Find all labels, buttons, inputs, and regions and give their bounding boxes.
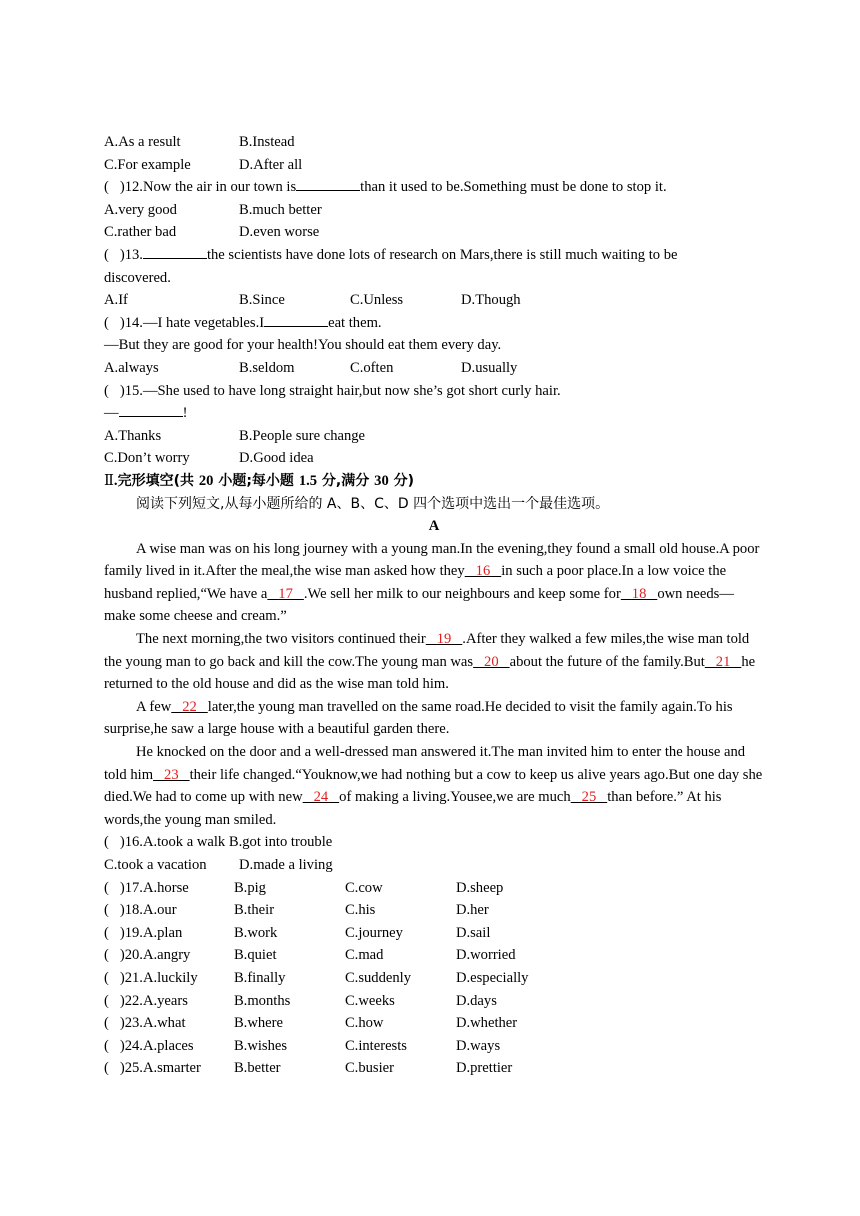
answer-paren: ( <box>104 179 109 196</box>
passage-paragraph-2 <box>104 628 764 696</box>
q16-option-c: C.took a vacation <box>104 857 207 873</box>
answer-paren: ( <box>104 902 109 919</box>
option-c: C.journey <box>344 924 403 941</box>
q12-text-pre: Now the air in our town is <box>142 179 297 196</box>
q16-option-b: B.got into trouble <box>228 834 333 851</box>
option-d: D.whether <box>455 1015 518 1032</box>
q15-stem <box>104 380 764 403</box>
section-title-part: 分,满分 <box>317 472 375 489</box>
q12-options-row-2 <box>104 221 764 244</box>
question-number: )20. <box>119 947 143 964</box>
question-row <box>104 1035 764 1058</box>
blank-number-23: 23 <box>164 766 179 783</box>
q13-option-c: C.Unless <box>350 292 404 309</box>
exclamation: ! <box>182 405 188 422</box>
passage-text: .We sell her milk to our neighbours and keep some for <box>303 585 621 602</box>
question-number: )22. <box>119 992 143 1009</box>
q15-option-c: C.Don’t worry <box>104 450 190 467</box>
question-number: )14. <box>119 314 143 331</box>
option-b: B.months <box>233 992 291 1009</box>
option-b: B.their <box>233 902 275 919</box>
option-c: C.cow <box>344 879 383 896</box>
passage-paragraph-3 <box>104 696 764 741</box>
option-c: C.interests <box>344 1037 407 1054</box>
question-row <box>104 899 764 922</box>
question-number: )21. <box>119 969 143 986</box>
option-a: A.horse <box>142 879 189 896</box>
blank-number-18: 18 <box>631 585 647 602</box>
question-row <box>104 922 764 945</box>
option-d: D.sail <box>455 924 491 941</box>
option-a: A.what <box>142 1015 186 1032</box>
q14-text-pre: —I hate vegetables.I <box>142 314 265 331</box>
answer-paren: ( <box>104 947 109 964</box>
blank-number-24: 24 <box>313 789 329 806</box>
option-c: C.how <box>344 1015 384 1032</box>
question-number: )16. <box>119 834 143 851</box>
question-number: )18. <box>119 902 143 919</box>
question-number: )12. <box>119 179 143 196</box>
q12-option-d: D.even worse <box>239 224 320 241</box>
q14-option-c: C.often <box>350 359 394 376</box>
q15-options-row-2 <box>104 447 764 470</box>
blank-number-20: 20 <box>484 653 499 670</box>
q12-options-row-1 <box>104 199 764 222</box>
section-title-part: 小题;每小题 <box>213 472 299 489</box>
q15-option-b: B.People sure change <box>239 427 366 444</box>
q11-option-d: D.After all <box>239 156 303 173</box>
question-row <box>104 1057 764 1080</box>
section-heading <box>104 470 764 493</box>
question-row <box>104 944 764 967</box>
q15-response <box>104 402 764 425</box>
q13-text: the scientists have done lots of research on Mars,there is still much waiting to be <box>206 246 678 263</box>
answer-paren: ( <box>104 992 109 1009</box>
option-a: A.angry <box>142 947 191 964</box>
option-b: B.work <box>233 924 278 941</box>
option-b: B.where <box>233 1015 283 1032</box>
option-a: A.places <box>142 1037 194 1054</box>
option-b: B.pig <box>233 879 266 896</box>
answer-paren: ( <box>104 969 109 986</box>
answer-paren: ( <box>104 879 109 896</box>
answer-blank <box>143 244 207 259</box>
option-rows <box>104 877 764 1080</box>
q14-options <box>104 357 764 380</box>
passage-text: of making a living.Yousee,we are much <box>339 789 571 806</box>
option-c: C.suddenly <box>344 969 412 986</box>
q12-text-post: than it used to be.Something must be done to stop it. <box>360 179 667 196</box>
q12-stem <box>104 176 764 199</box>
answer-paren: ( <box>104 1037 109 1054</box>
answer-paren: ( <box>104 1015 109 1032</box>
option-b: B.quiet <box>233 947 277 964</box>
passage-paragraph-4 <box>104 741 764 831</box>
question-row <box>104 990 764 1013</box>
option-c: C.busier <box>344 1060 394 1077</box>
question-row <box>104 1012 764 1035</box>
blank-number-25: 25 <box>581 789 597 806</box>
q14-option-a: A.always <box>104 359 159 376</box>
worksheet <box>104 131 764 1080</box>
blank-number-21: 21 <box>715 653 731 670</box>
answer-blank <box>264 312 328 327</box>
question-number: )19. <box>119 924 143 941</box>
option-c: C.his <box>344 902 376 919</box>
q11-options-row-2 <box>104 154 764 177</box>
q13-option-b: B.Since <box>239 292 285 309</box>
option-d: D.ways <box>455 1037 501 1054</box>
passage-text: he returned to the old house and did as the wise man told him. <box>104 653 756 693</box>
passage-text: later,the young man travelled on the same road.He decided to visit the family again.To his surprise,he saw a large house with a beautiful garden there. <box>104 698 733 738</box>
section-count: 20 <box>198 472 214 489</box>
passage-text: about the future of the family.But <box>509 653 705 670</box>
section-roman-numeral: Ⅱ <box>104 472 114 489</box>
passage-text: in such a poor place.In a low voice the husband replied,“We have a <box>104 563 727 602</box>
q14-stem <box>104 312 764 335</box>
passage-text: than before.” At his words,the young man smiled. <box>104 789 722 828</box>
answer-paren: ( <box>104 382 109 399</box>
blank-number-22: 22 <box>182 698 197 715</box>
q16-option-d: D.made a living <box>239 857 333 873</box>
passage-text: their life changed.“Youknow,we had nothing but a cow to keep us alive years ago.But one day she died.We had to come up with new <box>104 766 763 806</box>
section-dot: . <box>113 472 118 489</box>
blank-number-19: 19 <box>436 631 452 648</box>
section-instruction: 阅读下列短文,从每小题所给的 A、B、C、D 四个选项中选出一个最佳选项。 <box>136 495 610 512</box>
q13-options <box>104 289 764 312</box>
q13-stem <box>104 244 764 267</box>
option-d: D.worried <box>455 947 516 964</box>
q15-option-a: A.Thanks <box>104 427 162 444</box>
dash: — <box>104 405 119 422</box>
q14-option-b: B.seldom <box>239 359 295 376</box>
q12-option-c: C.rather bad <box>104 224 177 241</box>
passage-paragraph-1 <box>104 538 764 628</box>
answer-paren: ( <box>104 314 109 331</box>
q15-text: —She used to have long straight hair,but now she’s got short curly hair. <box>142 382 561 399</box>
q12-option-a: A.very good <box>104 201 177 218</box>
q11-option-a: A.As a result <box>104 134 181 150</box>
q14-option-d: D.usually <box>461 359 518 376</box>
passage-text: .After they walked a few miles,the wise man told the young man to go back and kill the cow.The young man was <box>104 631 750 670</box>
q16-option-a: A.took a walk <box>142 834 226 851</box>
section-total: 30 <box>374 472 389 489</box>
option-a: A.our <box>142 902 177 919</box>
option-a: A.plan <box>142 924 183 941</box>
q14-text-post: eat them. <box>328 314 382 331</box>
passage-text: A wise man was on his long journey with a young man.In the evening,they found a small old house.A poor family lived in it.After the meal,the wise man asked how they <box>104 540 760 580</box>
q13-text-cont: discovered. <box>104 269 171 286</box>
q13-option-d: D.Though <box>461 292 521 309</box>
question-row <box>104 967 764 990</box>
question-number: )17. <box>119 879 143 896</box>
option-d: D.her <box>455 902 489 919</box>
option-d: D.prettier <box>455 1060 513 1077</box>
option-b: B.finally <box>233 969 286 986</box>
passage-text: A few <box>136 698 172 715</box>
option-d: D.days <box>455 992 497 1009</box>
q14-reply: —But they are good for your health!You should eat them every day. <box>104 337 502 354</box>
option-b: B.better <box>233 1060 281 1077</box>
option-a: A.years <box>142 992 188 1009</box>
q15-options-row-1 <box>104 425 764 448</box>
option-b: B.wishes <box>233 1037 288 1054</box>
answer-blank <box>296 176 360 191</box>
q12-option-b: B.much better <box>239 201 322 218</box>
blank-number-17: 17 <box>278 585 293 602</box>
question-number: )15. <box>119 382 143 399</box>
answer-blank <box>119 402 183 417</box>
q13-option-a: A.If <box>104 292 128 309</box>
question-number: )23. <box>119 1015 143 1032</box>
passage-title: A <box>428 518 440 535</box>
question-number: )24. <box>119 1037 143 1054</box>
section-title-part: 分) <box>388 472 415 489</box>
answer-paren: ( <box>104 834 109 851</box>
q11-option-c: C.For example <box>104 156 191 173</box>
section-title-part: 完形填空(共 <box>117 472 199 489</box>
option-a: A.smarter <box>142 1060 201 1077</box>
option-d: D.especially <box>455 969 529 986</box>
option-c: C.weeks <box>344 992 395 1009</box>
answer-paren: ( <box>104 1060 109 1077</box>
passage-text: The next morning,the two visitors continued their <box>136 631 426 648</box>
q11-options-row-1 <box>104 131 764 154</box>
passage-text: own needs—make some cheese and cream.” <box>104 585 734 625</box>
option-a: A.luckily <box>142 969 198 986</box>
q16-row-1 <box>104 831 764 854</box>
passage-text: He knocked on the door and a well-dressed man answered it.The man invited him to enter the house and told him <box>104 744 746 783</box>
option-d: D.sheep <box>455 879 504 896</box>
section-points-each: 1.5 <box>298 472 318 489</box>
blank-number-16: 16 <box>475 563 491 580</box>
option-c: C.mad <box>344 947 384 964</box>
question-number: )25. <box>119 1060 143 1077</box>
answer-paren: ( <box>104 924 109 941</box>
answer-paren: ( <box>104 246 109 263</box>
q16-row-2 <box>104 854 764 877</box>
question-number: )13. <box>119 246 143 263</box>
question-row <box>104 877 764 900</box>
q15-option-d: D.Good idea <box>239 450 314 467</box>
q11-option-b: B.Instead <box>239 134 295 150</box>
